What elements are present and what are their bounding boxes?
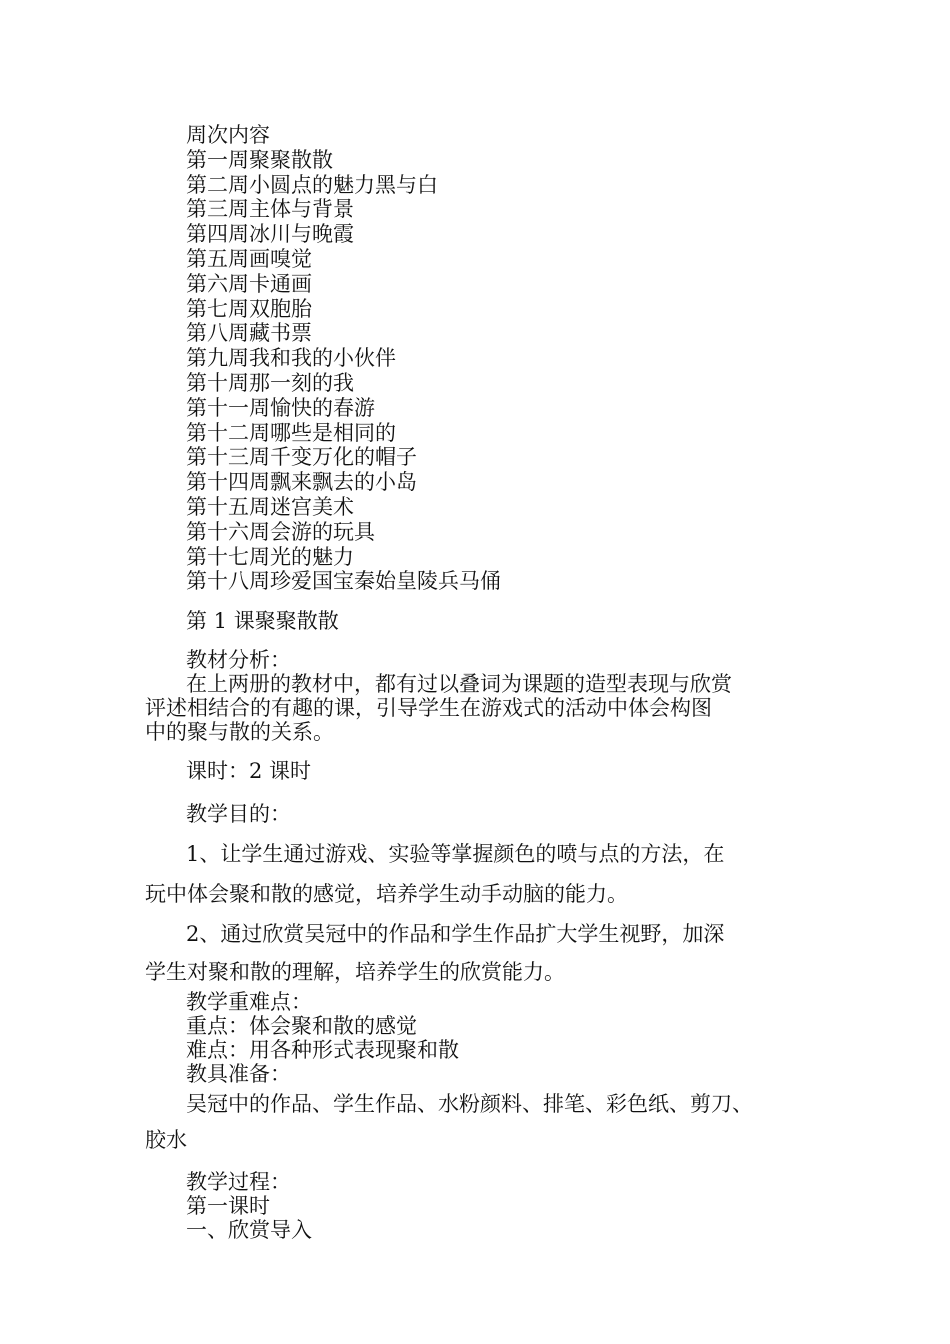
schedule-week: 第十四周飘来飘去的小岛 [186,470,417,495]
difficulty-heading: 教学重难点： [186,990,312,1014]
schedule-week: 第十六周会游的玩具 [186,519,375,544]
key-point: 重点：体会聚和散的感觉 [186,1014,417,1038]
schedule-week: 第十二周哪些是相同的 [186,420,396,445]
lesson-plan [145,606,825,1242]
analysis-line: 在上两册的教材中，都有过以叠词为课题的造型表现与欣赏 [186,672,732,696]
schedule-week: 第九周我和我的小伙伴 [186,346,396,371]
goals-heading: 教学目的： [186,802,291,826]
process-heading: 教学过程： [186,1170,291,1194]
schedule-week: 第八周藏书票 [186,321,312,346]
schedule-week: 第七周双胞胎 [186,296,312,321]
schedule-week: 第五周画嗅觉 [186,246,312,271]
lesson-hours: 课时：2 课时 [186,759,312,783]
schedule-week: 第三周主体与背景 [186,197,354,222]
goal-line: 1、让学生通过游戏、实验等掌握颜色的喷与点的方法，在 [186,842,725,866]
schedule-week: 第十周那一刻的我 [186,370,354,395]
schedule-week: 第四周冰川与晚霞 [186,222,354,247]
goal-line: 学生对聚和散的理解，培养学生的欣赏能力。 [145,960,565,984]
schedule-week: 第十三周千变万化的帽子 [186,445,417,470]
analysis-line: 中的聚与散的关系。 [145,720,334,744]
goal-line: 2、通过欣赏吴冠中的作品和学生作品扩大学生视野，加深 [186,922,725,946]
schedule-week: 第十七周光的魅力 [186,544,354,569]
hard-point: 难点：用各种形式表现聚和散 [186,1038,459,1062]
goal-line: 玩中体会聚和散的感觉，培养学生动手动脑的能力。 [145,882,628,906]
schedule-week: 第十一周愉快的春游 [186,395,375,420]
schedule-week: 第十八周珍爱国宝秦始皇陵兵马俑 [186,569,501,594]
materials-heading: 教具准备： [186,1062,291,1086]
lesson-title: 第 1 课聚聚散散 [186,609,339,633]
schedule-week: 第二周小圆点的魅力黑与白 [186,172,438,197]
analysis-line: 评述相结合的有趣的课，引导学生在游戏式的活动中体会构图 [145,696,712,720]
first-period: 第一课时 [186,1194,270,1218]
intro-step: 一、欣赏导入 [186,1218,312,1242]
weekly-schedule [186,123,786,594]
materials-line: 胶水 [145,1128,187,1152]
schedule-week: 第六周卡通画 [186,271,312,296]
schedule-week: 第十五周迷宫美术 [186,494,354,519]
schedule-week: 第一周聚聚散散 [186,147,333,172]
materials-line: 吴冠中的作品、学生作品、水粉颜料、排笔、彩色纸、剪刀、 [186,1092,753,1116]
analysis-heading: 教材分析： [186,648,291,672]
schedule-header: 周次内容 [186,123,270,147]
